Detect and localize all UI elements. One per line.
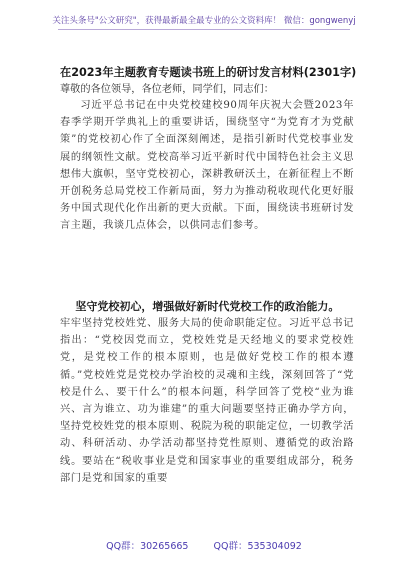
salutation: 尊敬的各位领导，各位老师，同学们，同志们：: [60, 84, 274, 95]
body-paragraph-1: 习近平总书记在中央党校建校90周年庆祝大会暨2023年春季学期开学典礼上的重要讲话，围绕坚守“为党育才为党献策”的党校初心作了全面深刻阐述，是指引新时代党校事业发展的纲领性文献。党校高举习近平新时代中国特色社会主义思想伟大旗帜，坚守党校初心，深耕教研沃土，在新征程上不断开创税务总局党校工作新局面，努力为推动税收现代化更好服务中国式现代化作出新的更大贡献。下面，围绕读书班研讨发言主题，我谈几点体会，以供同志们参考。: [60, 100, 354, 232]
header-banner: 关注头条号"公文研究"，获得最新最全最专业的公文资料库！ 微信：gongwenyj: [52, 16, 356, 26]
section-heading: 坚守党校初心，增强做好新时代党校工作的政治能力。: [75, 300, 340, 313]
document-title: 在2023年主题教育专题读书班上的研讨发言材料(2301字): [60, 66, 357, 79]
footer-qq-group-2: QQ群：535304092: [213, 541, 302, 552]
footer-contact: [0, 538, 408, 552]
body-paragraph-2: 牢牢坚持党校姓党、服务大局的使命职能定位。习近平总书记指出：“党校因党而立，党校姓党是天经地义的要求党校姓党，是党校工作的根本原则，也是做好党校工作的根本遵循。”党校姓党是党校办学治校的灵魂和主线，深刻回答了“党校是什么、要干什么”的根本问题，科学回答了党校“业为谁兴、言为谁立、功为谁建”的重大问题要坚持正确办学方向，坚持党校姓党的根本原则、税院为税的职能定位，一切教学活动、科研活动、办学活动都坚持党性原则、遵循党的政治路线。要站在“税收事业是党和国家事业的重要组成部分，税务部门是党和国家的重要: [60, 318, 354, 484]
header-divider: [58, 29, 350, 30]
footer-qq-group-1: QQ群：30265665: [106, 541, 189, 552]
